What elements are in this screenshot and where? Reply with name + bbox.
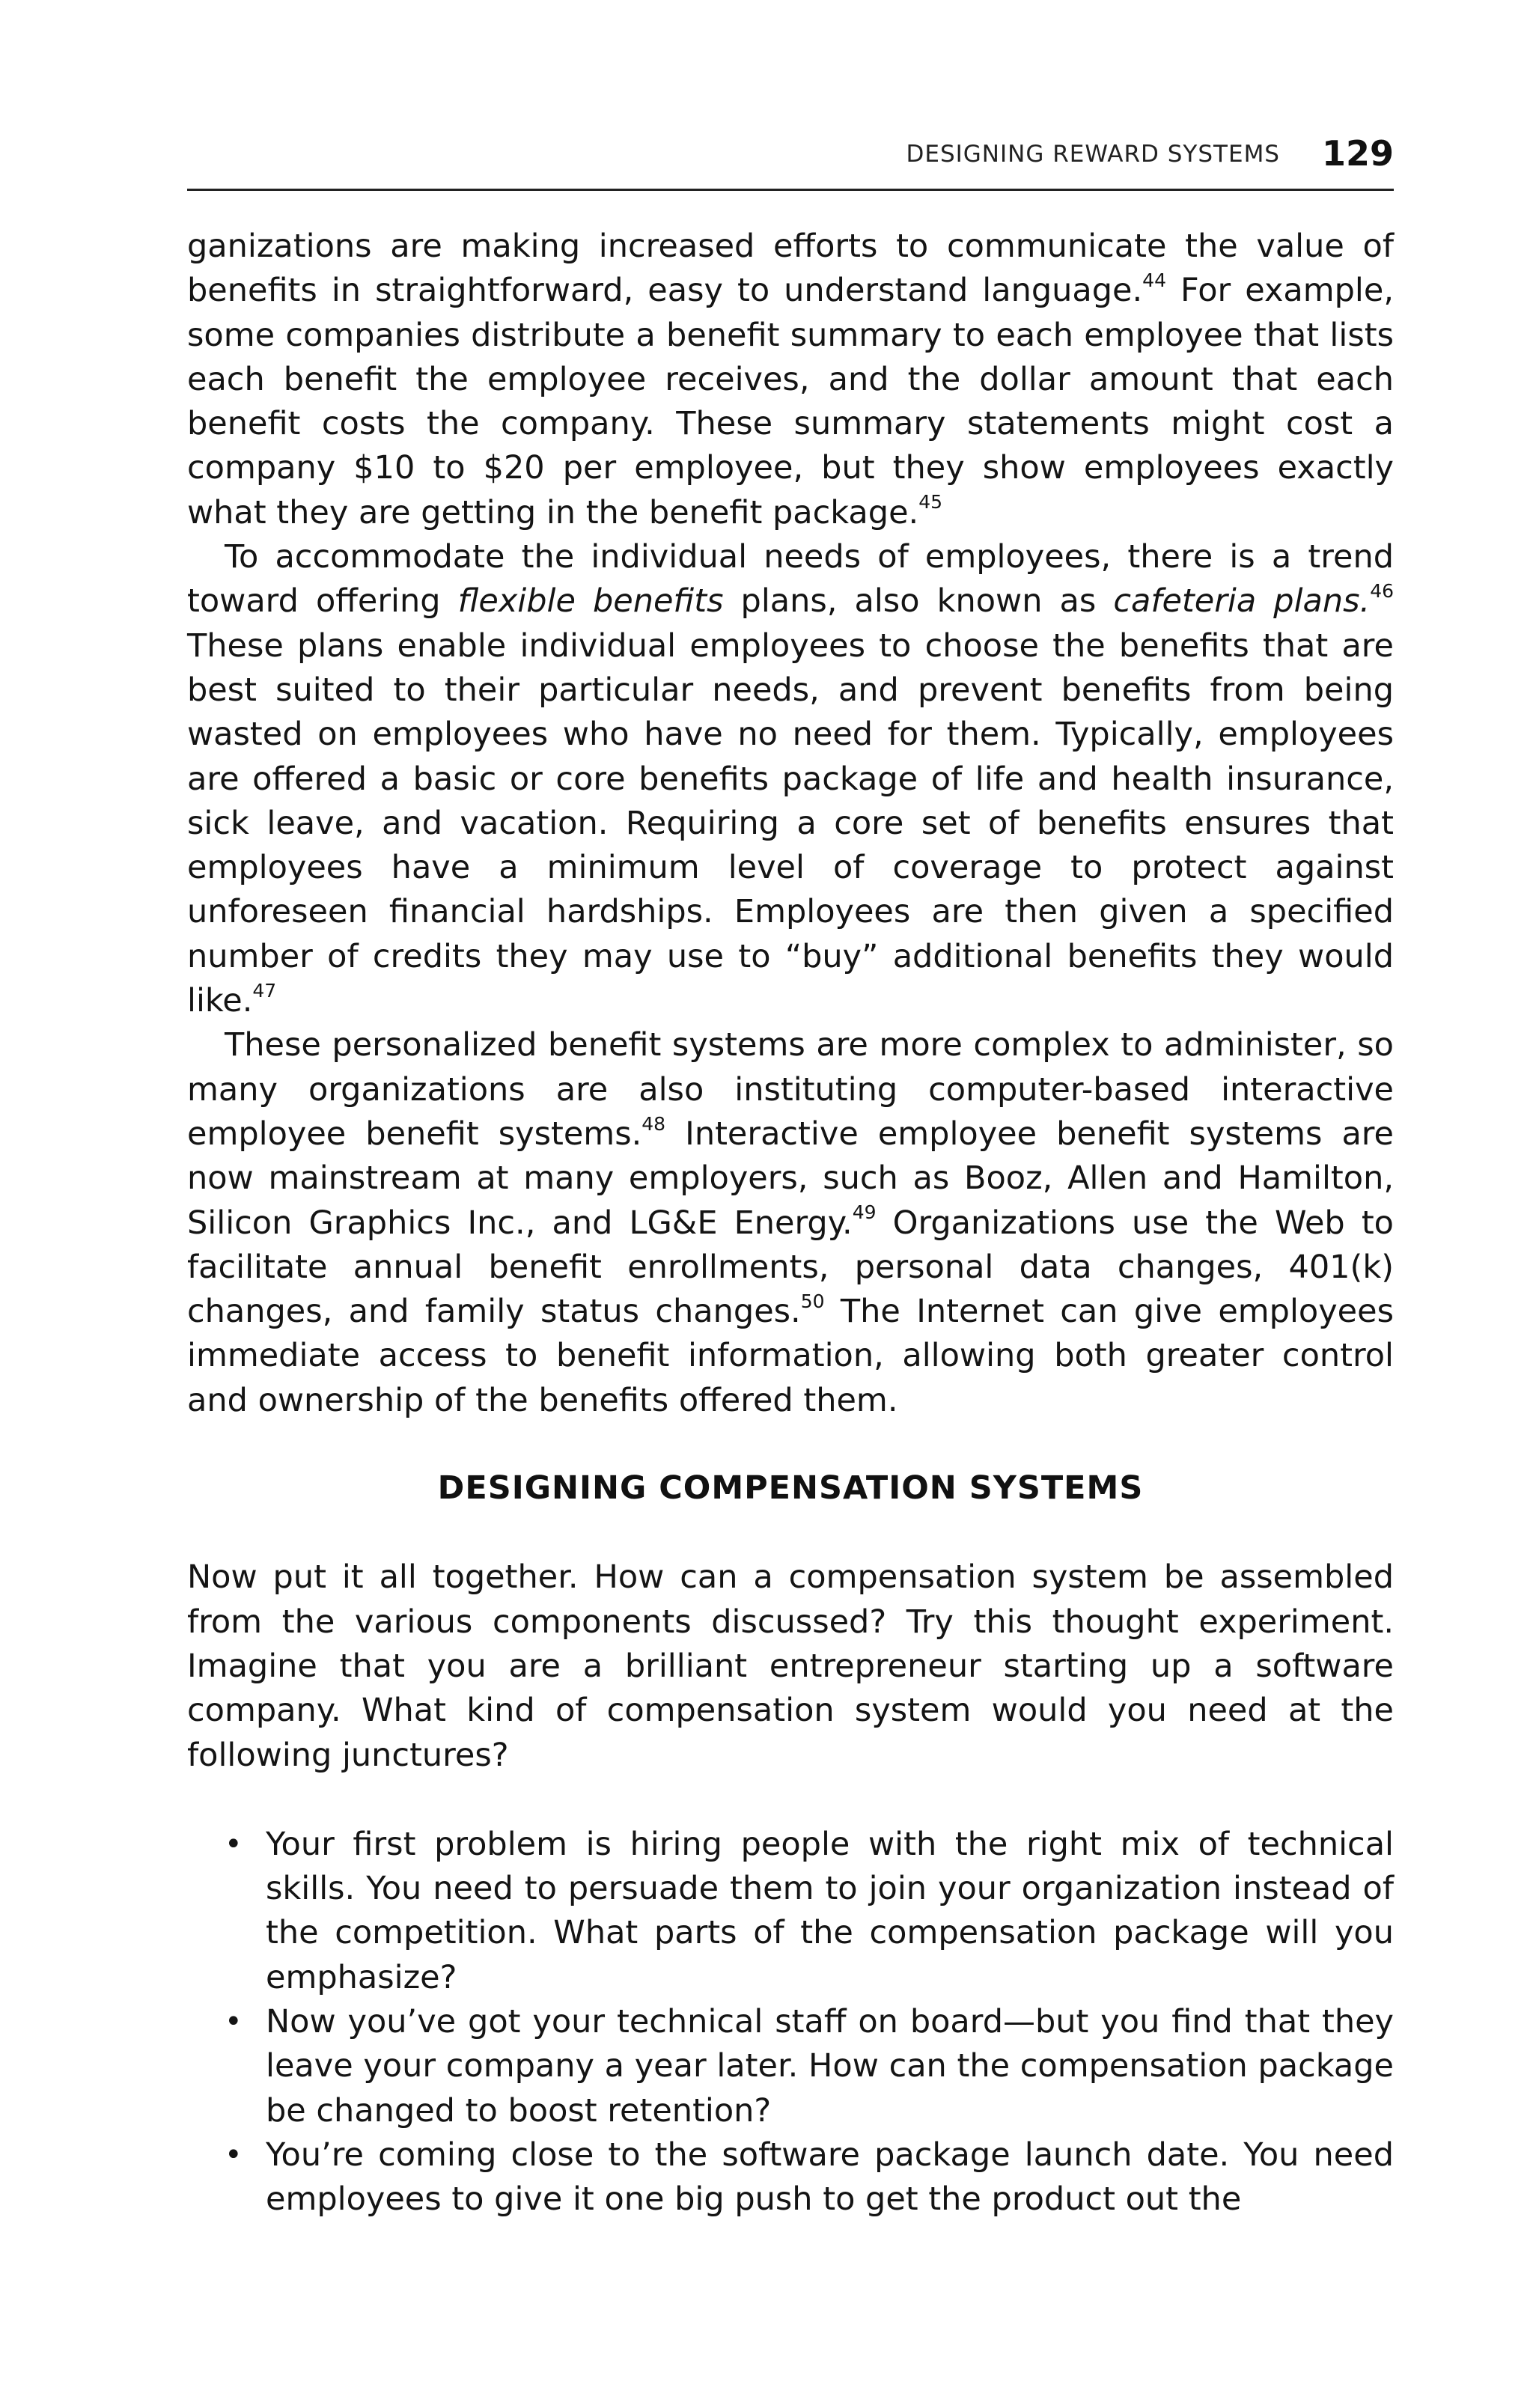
- page-number: 129: [1321, 133, 1394, 174]
- text-run: The Internet can give employees immediate access to benefit information, allowing both greater control and ownership of the benefits offered them.: [187, 1293, 1394, 1419]
- footnote-ref: 45: [918, 491, 943, 513]
- list-item-text: Now you’ve got your technical staff on board—but you find that they leave your company a year later. How can the compensation package be changed to boost retention?: [266, 2002, 1394, 2130]
- paragraph-thought-experiment: Now put it all together. How can a compensation system be assembled from the various components discussed? Try this thought experiment. Imagine that you are a brilliant entrepreneur starting up a software company. What kind of compensation system would you need at the following junctures?: [187, 1558, 1394, 1774]
- text-run: These plans enable individual employees to choose the benefits that are best suited to their particular needs, and prevent benefits from being wasted on employees who have no need for them. Typically, employees are offered a basic or core benefits package of life and health insurance, sick leave, and vacation. Requiring a core set of benefits ensures that employees have a minimum level of coverage to protect against unforeseen financial hardships. Employees are then given a specified number of credits they may use to “buy” additional benefits they would like.: [187, 627, 1394, 1020]
- body-text: [187, 225, 1394, 2222]
- footnote-ref: 44: [1142, 269, 1166, 291]
- paragraph-benefits-communication: [187, 225, 1394, 535]
- running-title: DESIGNING REWARD SYSTEMS: [906, 141, 1280, 168]
- footnote-ref: 50: [800, 1290, 825, 1312]
- text-run: For example, some companies distribute a benefit summary to each employee that lists each benefit the employee receives, and the dollar amount that each benefit costs the company. These summary statements might cost a company $10 to $20 per employee, but they show employees exactly what they are getting in the benefit package.: [187, 272, 1394, 531]
- paragraph-flexible-benefits: [187, 535, 1394, 1023]
- text-run: Interactive employee benefit systems are now mainstream at many employers, such as Booz, Allen and Hamilton, Silicon Graphics Inc., and LG&E Energy.: [187, 1115, 1395, 1242]
- bullet-icon: •: [225, 2004, 243, 2039]
- bullet-icon: •: [225, 2137, 243, 2172]
- text-run: These personalized benefit systems are more complex to administer, so many organizations are also instituting computer-based interactive employee benefit systems.: [187, 1026, 1394, 1153]
- term-flexible-benefits: flexible benefits: [457, 582, 724, 621]
- footnote-ref: 46: [1370, 580, 1395, 603]
- list-item-text: Your first problem is hiring people with the right mix of technical skills. You need to persuade them to join your organization instead of the competition. What parts of the compensation package will you emphasize?: [266, 1825, 1394, 1996]
- running-header: [187, 133, 1394, 178]
- paragraph-interactive-systems: [187, 1023, 1394, 1423]
- footnote-ref: 48: [641, 1112, 666, 1135]
- section-heading: DESIGNING COMPENSATION SYSTEMS: [437, 1469, 1144, 1508]
- footnote-ref: 49: [852, 1201, 877, 1224]
- bullet-list: [187, 1823, 1394, 2222]
- list-item: [225, 1823, 1394, 2000]
- list-item: [225, 2000, 1394, 2133]
- text-run: Organizations use the Web to facilitate annual benefit enrollments, personal data changes, 401(k) changes, and family status changes.: [187, 1204, 1394, 1331]
- list-item: [225, 2133, 1394, 2222]
- term-cafeteria-plans: cafeteria plans.: [1113, 582, 1371, 621]
- text-run: plans, also known as: [723, 582, 1114, 621]
- text-run: To accommodate the individual needs of employees, there is a trend toward offering: [187, 538, 1394, 621]
- footnote-ref: 47: [252, 979, 277, 1002]
- text-run: ganizations are making increased efforts to communicate the value of benefits in straightforward, easy to understand language.: [187, 228, 1394, 310]
- header-rule: [187, 189, 1394, 191]
- list-item-text: You’re coming close to the software package launch date. You need employees to give it one big push to get the product out the: [266, 2136, 1394, 2219]
- bullet-icon: •: [225, 1826, 243, 1862]
